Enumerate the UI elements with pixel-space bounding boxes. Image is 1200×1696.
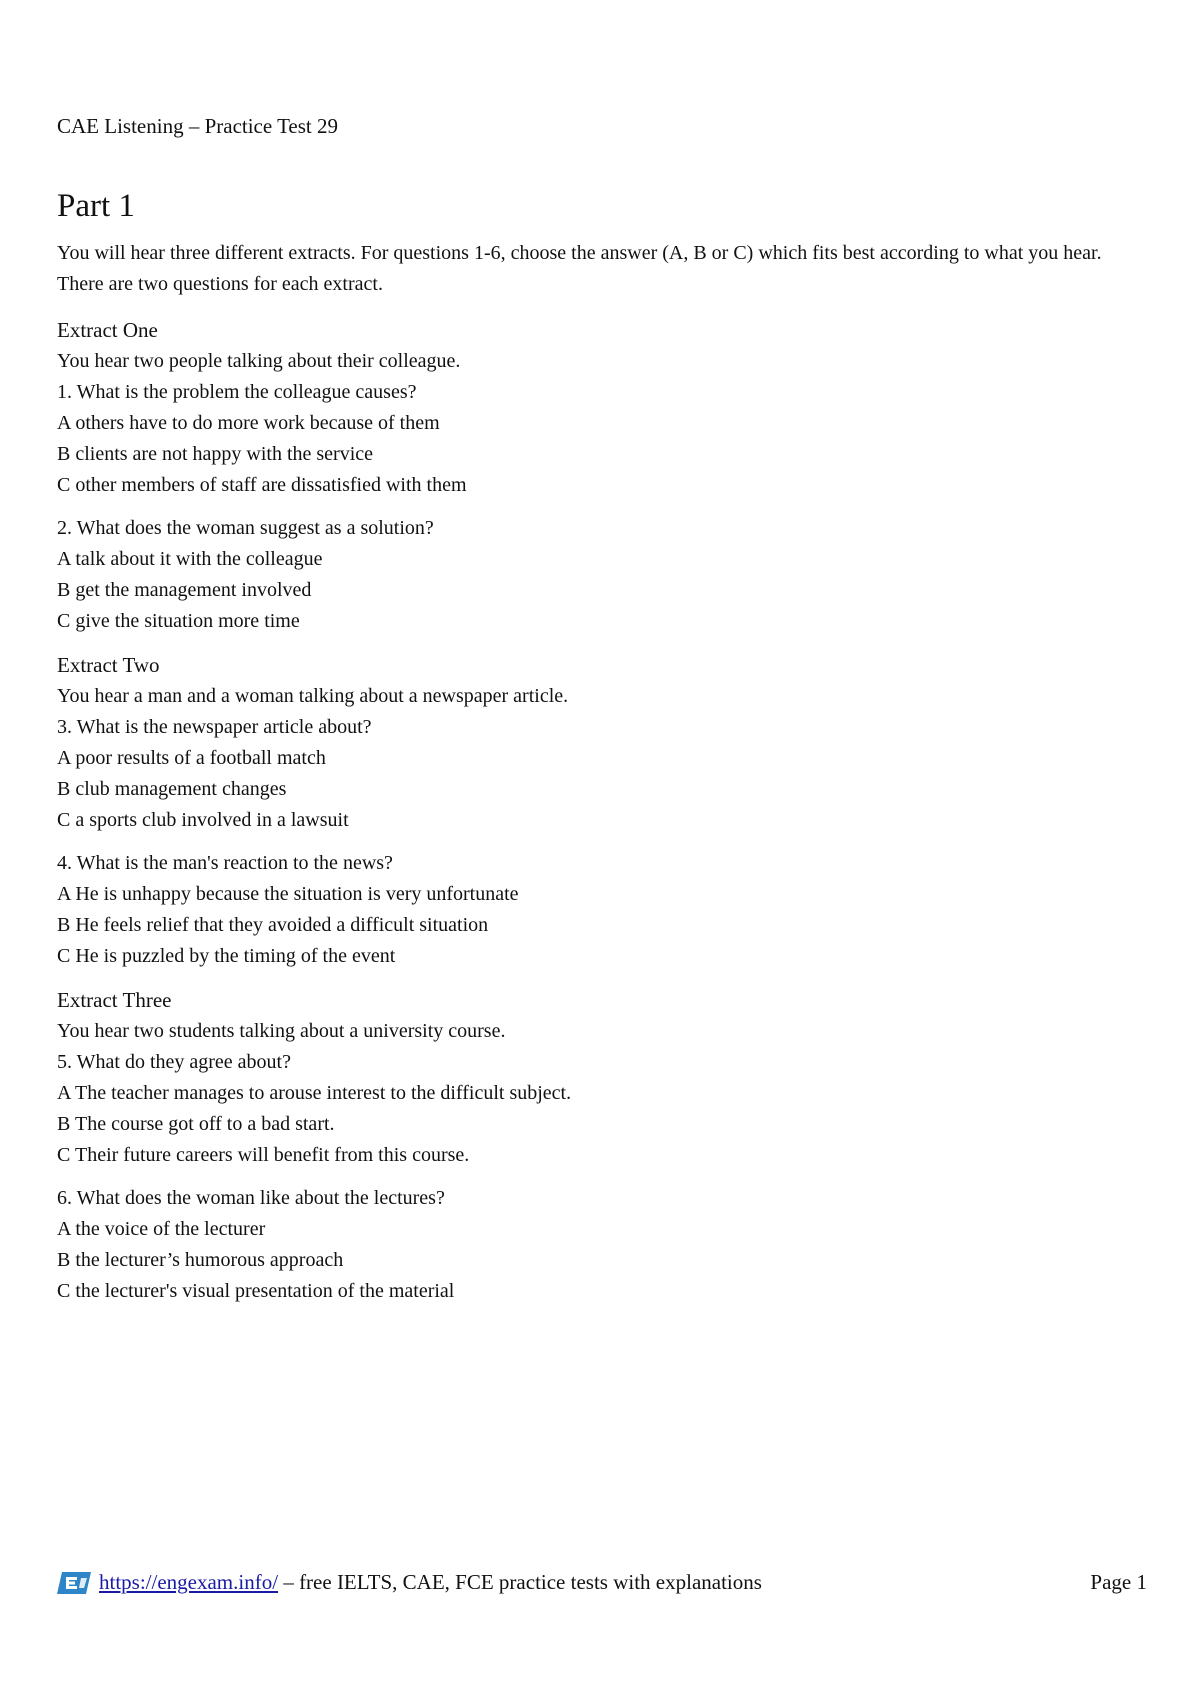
answer-option-c: C give the situation more time [57, 610, 300, 632]
question-text: 2. What does the woman suggest as a solution? [57, 517, 434, 539]
footer-tagline: – free IELTS, CAE, FCE practice tests with explanations [278, 1570, 762, 1594]
page-footer [57, 1566, 1147, 1598]
answer-option-b: B get the management involved [57, 579, 312, 601]
extract-context: You hear two students talking about a university course. [57, 1020, 506, 1042]
answer-option-a: A He is unhappy because the situation is very unfortunate [57, 883, 519, 905]
answer-option-c: C the lecturer's visual presentation of the material [57, 1280, 455, 1302]
extract-section [57, 984, 1147, 1307]
answer-option-a: A the voice of the lecturer [57, 1218, 266, 1240]
page-number: Page 1 [1090, 1570, 1147, 1594]
extract-section [57, 314, 1147, 637]
question-text: 4. What is the man's reaction to the news? [57, 852, 393, 874]
engexam-logo-icon [57, 1571, 91, 1593]
question-text: 6. What does the woman like about the lectures? [57, 1187, 445, 1209]
answer-option-b: B club management changes [57, 778, 287, 800]
answer-option-a: A poor results of a football match [57, 747, 326, 769]
answer-option-b: B the lecturer’s humorous approach [57, 1249, 344, 1271]
extract-title: Extract Three [57, 988, 172, 1012]
question-text: 5. What do they agree about? [57, 1051, 291, 1073]
part-heading: Part 1 [57, 188, 135, 224]
engexam-link[interactable]: https://engexam.info/ [99, 1570, 279, 1594]
extract-section [57, 649, 1147, 972]
answer-option-a: A others have to do more work because of them [57, 412, 440, 434]
extract-title: Extract One [57, 318, 158, 342]
document-title: CAE Listening – Practice Test 29 [57, 114, 339, 138]
answer-option-c: C He is puzzled by the timing of the event [57, 945, 396, 967]
question-block [57, 1047, 1147, 1171]
question-block [57, 377, 1147, 501]
question-block [57, 513, 1147, 637]
answer-option-c: C other members of staff are dissatisfied with them [57, 474, 467, 496]
footer-text [99, 1566, 762, 1598]
answer-option-c: C a sports club involved in a lawsuit [57, 809, 349, 831]
extract-title: Extract Two [57, 653, 160, 677]
extract-context: You hear a man and a woman talking about a newspaper article. [57, 685, 569, 707]
question-text: 3. What is the newspaper article about? [57, 716, 372, 738]
answer-option-c: C Their future careers will benefit from this course. [57, 1144, 470, 1166]
answer-option-a: A talk about it with the colleague [57, 548, 323, 570]
answer-option-a: A The teacher manages to arouse interest to the difficult subject. [57, 1082, 572, 1104]
answer-option-b: B clients are not happy with the service [57, 443, 374, 465]
part-instructions: You will hear three different extracts. For questions 1-6, choose the answer (A, B or C) which fits best according to what you hear. There are two questions for each extract. [57, 242, 1102, 295]
extracts-container [57, 314, 1147, 1319]
question-text: 1. What is the problem the colleague causes? [57, 381, 417, 403]
question-block [57, 848, 1147, 972]
question-block [57, 712, 1147, 836]
answer-option-b: B He feels relief that they avoided a difficult situation [57, 914, 489, 936]
answer-option-b: B The course got off to a bad start. [57, 1113, 335, 1135]
extract-context: You hear two people talking about their colleague. [57, 350, 461, 372]
question-block [57, 1183, 1147, 1307]
